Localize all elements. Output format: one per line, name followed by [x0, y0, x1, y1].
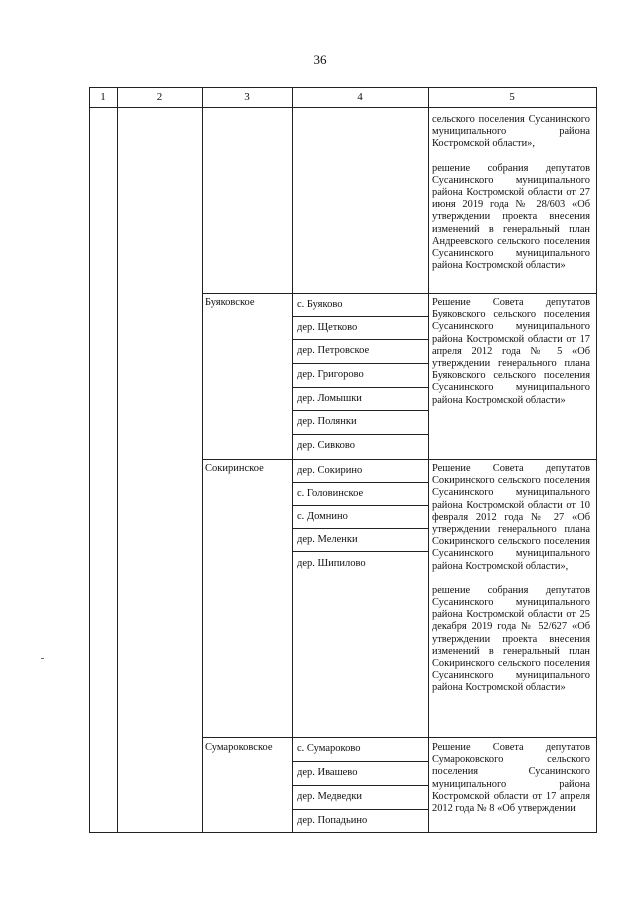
- locality-divider: [292, 387, 428, 388]
- locality-divider: [292, 434, 428, 435]
- locality-name: дер. Шипилово: [297, 558, 366, 569]
- locality-name: дер. Григорово: [297, 369, 364, 380]
- locality-name: дер. Меленки: [297, 534, 358, 545]
- column-border: [89, 87, 90, 833]
- header-col-5: 5: [509, 91, 515, 103]
- document-paragraph: сельского поселения Сусанинского муниципального района Костромской области»,: [432, 114, 590, 150]
- locality-name: с. Головинское: [297, 488, 364, 499]
- locality-divider: [292, 482, 428, 483]
- column-border: [202, 87, 203, 833]
- header-col-4: 4: [357, 91, 363, 103]
- locality-name: дер. Ивашево: [297, 767, 358, 778]
- page-number: 36: [313, 52, 327, 67]
- settlement-name: Буяковское: [205, 297, 255, 308]
- locality-divider: [292, 785, 428, 786]
- locality-name: дер. Попадьино: [297, 815, 368, 826]
- locality-divider: [292, 363, 428, 364]
- locality-divider: [292, 505, 428, 506]
- document-cell: [432, 742, 590, 815]
- document-cell: [432, 463, 590, 695]
- table-bottom-border: [89, 832, 596, 833]
- locality-name: дер. Ломышки: [297, 393, 362, 404]
- locality-name: дер. Медведки: [297, 791, 363, 802]
- locality-divider: [292, 316, 428, 317]
- locality-divider: [292, 339, 428, 340]
- locality-name: дер. Сивково: [297, 440, 356, 451]
- column-border: [117, 87, 118, 833]
- header-col-2: 2: [156, 91, 163, 103]
- row-divider: [202, 293, 596, 294]
- locality-name: с. Домнино: [297, 511, 348, 522]
- locality-divider: [292, 809, 428, 810]
- document-paragraph: Решение Совета депутатов Сокиринского сельского поселения Сусанинского муниципального района Костромской области от 10 февраля 2012 года № 27 «Об утверждении генерального плана Сокиринского сельского поселения Сусанинского муниципального района Костромской области»,: [432, 463, 590, 572]
- document-paragraph: решение собрания депутатов Сусанинского муниципального района Костромской области от 27 июня 2019 года № 28/603 «Об утверждении проекта внесения изменений в генеральный план Андреевского сельского поселения Сусанинского муниципального района Костромской области»: [432, 162, 590, 272]
- row-divider: [202, 459, 596, 460]
- locality-divider: [292, 551, 428, 552]
- locality-name: с. Буяково: [297, 299, 343, 310]
- locality-name: дер. Сокирино: [297, 465, 363, 476]
- locality-divider: [292, 761, 428, 762]
- column-border: [292, 87, 293, 833]
- locality-name: дер. Полянки: [297, 416, 357, 427]
- header-col-1: 1: [100, 91, 106, 103]
- locality-name: с. Сумароково: [297, 743, 361, 754]
- column-border: [596, 87, 597, 833]
- scan-speck: [41, 658, 44, 659]
- row-divider: [202, 737, 596, 738]
- document-paragraph: решение собрания депутатов Сусанинского муниципального района Костромской области от 25 декабря 2019 года № 52/627 «Об утверждении проекта внесения изменений в генеральный план Сокиринского сельского поселения Сусанинского муниципального района Костромской области»: [432, 584, 590, 694]
- locality-name: дер. Петровское: [297, 345, 370, 356]
- locality-divider: [292, 528, 428, 529]
- header-col-3: 3: [244, 91, 250, 103]
- settlement-name: Сумароковское: [205, 742, 273, 753]
- document-cell: [432, 297, 590, 407]
- document-cell-continued: [432, 114, 590, 272]
- locality-name: дер. Щетково: [297, 322, 358, 333]
- document-paragraph: Решение Совета депутатов Сумароковского сельского поселения Сусанинского муниципального района Костромской области от 17 апреля 2012 года № 8 «Об утверждении: [432, 742, 590, 815]
- column-border: [428, 87, 429, 833]
- settlement-name: Сокиринское: [205, 463, 264, 474]
- document-paragraph: Решение Совета депутатов Буяковского сельского поселения Сусанинского муниципального района Костромской области от 17 апреля 2012 года № 5 «Об утверждении генерального плана Буяковского сельского поселения Сусанинского муниципального района Костромской области»: [432, 297, 590, 406]
- header-bottom-border: [89, 107, 596, 108]
- locality-divider: [292, 410, 428, 411]
